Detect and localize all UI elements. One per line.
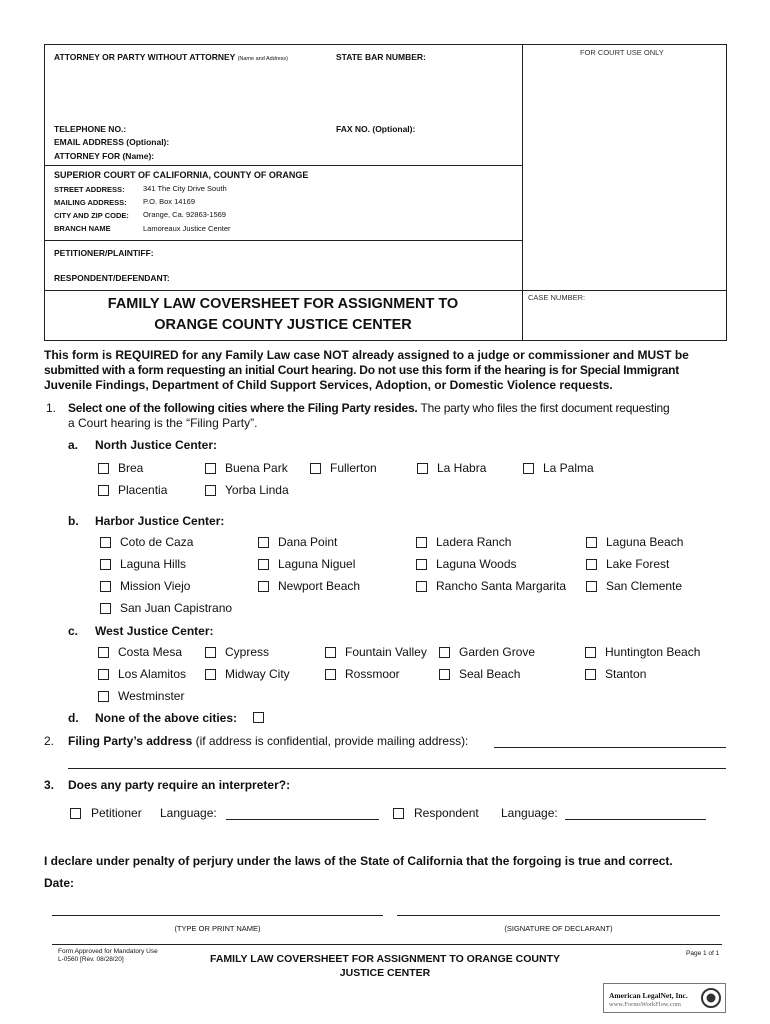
checkbox-newport-beach[interactable] — [258, 581, 269, 592]
checkbox-garden-grove[interactable] — [439, 647, 450, 658]
city-label-huntington-beach: Huntington Beach — [605, 645, 701, 659]
court-name: SUPERIOR COURT OF CALIFORNIA, COUNTY OF ORANGE — [54, 170, 309, 180]
none-of-above-checkbox[interactable] — [253, 712, 264, 723]
city-label-stanton: Stanton — [605, 667, 647, 681]
checkbox-fullerton[interactable] — [310, 463, 321, 474]
checkbox-buena-park[interactable] — [205, 463, 216, 474]
city-label-los-alamitos: Los Alamitos — [118, 667, 187, 681]
mailing-value: P.O. Box 14169 — [143, 197, 195, 206]
checkbox-brea[interactable] — [98, 463, 109, 474]
filing-party-address-field[interactable] — [494, 747, 726, 748]
checkbox-midway-city[interactable] — [205, 669, 216, 680]
checkbox-placentia[interactable] — [98, 485, 109, 496]
petitioner-label: PETITIONER/PLAINTIFF: — [54, 248, 154, 258]
city-label-la-palma: La Palma — [543, 461, 594, 475]
petitioner-language-field[interactable] — [226, 819, 379, 820]
city-label-laguna-hills: Laguna Hills — [120, 557, 187, 571]
branch-value: Lamoreaux Justice Center — [143, 224, 231, 233]
checkbox-cypress[interactable] — [205, 647, 216, 658]
city-label-lake-forest: Lake Forest — [606, 557, 670, 571]
court-use-label: FOR COURT USE ONLY — [580, 48, 664, 57]
city-label-cypress: Cypress — [225, 645, 270, 659]
checkbox-westminster[interactable] — [98, 691, 109, 702]
state-bar-label: STATE BAR NUMBER: — [336, 52, 426, 62]
checkbox-lake-forest[interactable] — [586, 559, 597, 570]
publisher-url: www.FormsWorkFlow.com — [609, 1001, 681, 1008]
publisher-name: American LegalNet, Inc. — [609, 991, 688, 1000]
city-label-newport-beach: Newport Beach — [278, 579, 361, 593]
q2-text: Filing Party’s address (if address is confidential, provide mailing address): — [68, 734, 469, 748]
date-label: Date: — [44, 876, 75, 890]
checkbox-mission-viejo[interactable] — [100, 581, 111, 592]
city-label-san-clemente: San Clemente — [606, 579, 683, 593]
declaration-text: I declare under penalty of perjury under the laws of the State of California that the forgoing is true and correct. — [44, 854, 673, 868]
case-number-label: CASE NUMBER: — [528, 293, 586, 302]
north-justice-center-title: North Justice Center: — [95, 438, 218, 452]
checkbox-los-alamitos[interactable] — [98, 669, 109, 680]
street-label: STREET ADDRESS: — [54, 185, 125, 194]
city-label-seal-beach: Seal Beach — [459, 667, 521, 681]
petitioner-label: Petitioner — [91, 806, 142, 820]
city-label-laguna-woods: Laguna Woods — [436, 557, 517, 571]
city-label-garden-grove: Garden Grove — [459, 645, 536, 659]
city-label-buena-park: Buena Park — [225, 461, 288, 475]
checkbox-laguna-woods[interactable] — [416, 559, 427, 570]
city-label-laguna-beach: Laguna Beach — [606, 535, 684, 549]
checkbox-san-juan-capistrano[interactable] — [100, 603, 111, 614]
print-name-caption: (TYPE OR PRINT NAME) — [174, 924, 261, 933]
language-label: Language: — [160, 806, 217, 820]
caption-rule — [44, 165, 522, 166]
city-label-costa-mesa: Costa Mesa — [118, 645, 183, 659]
checkbox-san-clemente[interactable] — [586, 581, 597, 592]
checkbox-yorba-linda[interactable] — [205, 485, 216, 496]
q2-number: 2. — [44, 734, 55, 748]
form-title: FAMILY LAW COVERSHEET FOR ASSIGNMENT TO ORANGE COUNTY JUSTICE CENTER — [107, 296, 459, 333]
intro-text: This form is REQUIRED for any Family Law case NOT already assigned to a judge or commissioner and MUST be submitted with a form requesting an initial Court hearing. Do not use this form if the hearing is for Special Immigrant Juvenile Findings, Department of Child Support Services, Adoption, or Domestic Violence requests. — [44, 348, 689, 392]
checkbox-coto-de-caza[interactable] — [100, 537, 111, 548]
signature-field[interactable] — [397, 915, 720, 916]
checkbox-la-palma[interactable] — [523, 463, 534, 474]
city-label-fullerton: Fullerton — [330, 461, 377, 475]
footer-rule — [52, 944, 722, 945]
checkbox-dana-point[interactable] — [258, 537, 269, 548]
city-label-placentia: Placentia — [118, 483, 168, 497]
respondent-language-field[interactable] — [565, 819, 706, 820]
email-label: EMAIL ADDRESS (Optional): — [54, 137, 170, 147]
petitioner-interpreter-checkbox[interactable] — [70, 808, 81, 819]
street-value: 341 The City Drive South — [143, 184, 227, 193]
city-label-san-juan-capistrano: San Juan Capistrano — [120, 601, 233, 615]
checkbox-rancho-santa-margarita[interactable] — [416, 581, 427, 592]
city-label-fountain-valley: Fountain Valley — [345, 645, 427, 659]
q1a-letter: a. — [68, 438, 79, 452]
city-label-mission-viejo: Mission Viejo — [120, 579, 191, 593]
respondent-label: Respondent — [414, 806, 479, 820]
checkbox-huntington-beach[interactable] — [585, 647, 596, 658]
checkbox-fountain-valley[interactable] — [325, 647, 336, 658]
city-value: Orange, Ca. 92863-1569 — [143, 210, 226, 219]
respondent-label: RESPONDENT/DEFENDANT: — [54, 273, 170, 283]
caption-rule — [44, 240, 522, 241]
city-label-ladera-ranch: Ladera Ranch — [436, 535, 512, 549]
footer-title: FAMILY LAW COVERSHEET FOR ASSIGNMENT TO ORANGE COUNTY JUSTICE CENTER — [209, 953, 561, 979]
caption-rule — [44, 290, 727, 291]
checkbox-costa-mesa[interactable] — [98, 647, 109, 658]
none-of-above-label: None of the above cities: — [95, 711, 238, 725]
mailing-label: MAILING ADDRESS: — [54, 198, 127, 207]
checkbox-rossmoor[interactable] — [325, 669, 336, 680]
print-name-field[interactable] — [52, 915, 383, 916]
checkbox-ladera-ranch[interactable] — [416, 537, 427, 548]
city-label-dana-point: Dana Point — [278, 535, 338, 549]
q1-text: Select one of the following cities where the Filing Party resides. The party who files the first document requesting — [68, 401, 670, 415]
checkbox-laguna-niguel[interactable] — [258, 559, 269, 570]
city-label-rossmoor: Rossmoor — [345, 667, 400, 681]
city-label-laguna-niguel: Laguna Niguel — [278, 557, 356, 571]
form-approval: Form Approved for Mandatory Use L-0560 [Rev. 08/28/20] — [58, 948, 158, 963]
respondent-interpreter-checkbox[interactable] — [393, 808, 404, 819]
city-label-coto-de-caza: Coto de Caza — [120, 535, 194, 549]
fax-label: FAX NO. (Optional): — [336, 124, 416, 134]
checkbox-laguna-beach[interactable] — [586, 537, 597, 548]
checkbox-laguna-hills[interactable] — [100, 559, 111, 570]
language-label: Language: — [501, 806, 558, 820]
city-label-westminster: Westminster — [118, 689, 185, 703]
attorney-label: ATTORNEY OR PARTY WITHOUT ATTORNEY (Name and Address) — [54, 52, 289, 62]
checkbox-la-habra[interactable] — [417, 463, 428, 474]
checkbox-stanton[interactable] — [585, 669, 596, 680]
q3-text: Does any party require an interpreter?: — [68, 778, 291, 792]
q1d-letter: d. — [68, 711, 79, 725]
q1-number: 1. — [46, 401, 57, 415]
publisher-logo-icon — [701, 988, 721, 1008]
q1b-letter: b. — [68, 514, 79, 528]
branch-label: BRANCH NAME — [54, 224, 111, 233]
city-label-la-habra: La Habra — [437, 461, 487, 475]
city-label: CITY AND ZIP CODE: — [54, 211, 129, 220]
city-label-midway-city: Midway City — [225, 667, 290, 681]
west-justice-center-title: West Justice Center: — [95, 624, 214, 638]
city-label-yorba-linda: Yorba Linda — [225, 483, 289, 497]
city-label-rancho-santa-margarita: Rancho Santa Margarita — [436, 579, 567, 593]
caption-divider — [522, 44, 523, 341]
telephone-label: TELEPHONE NO.: — [54, 124, 127, 134]
q3-number: 3. — [44, 778, 55, 792]
filing-party-address-field-line2[interactable] — [68, 768, 726, 769]
harbor-justice-center-title: Harbor Justice Center: — [95, 514, 225, 528]
page-number: Page 1 of 1 — [686, 950, 720, 957]
attorney-for-label: ATTORNEY FOR (Name): — [54, 151, 155, 161]
q1-text-line2: a Court hearing is the “Filing Party”. — [68, 416, 258, 430]
checkbox-seal-beach[interactable] — [439, 669, 450, 680]
signature-caption: (SIGNATURE OF DECLARANT) — [504, 924, 613, 933]
city-label-brea: Brea — [118, 461, 144, 475]
q1c-letter: c. — [68, 624, 79, 638]
